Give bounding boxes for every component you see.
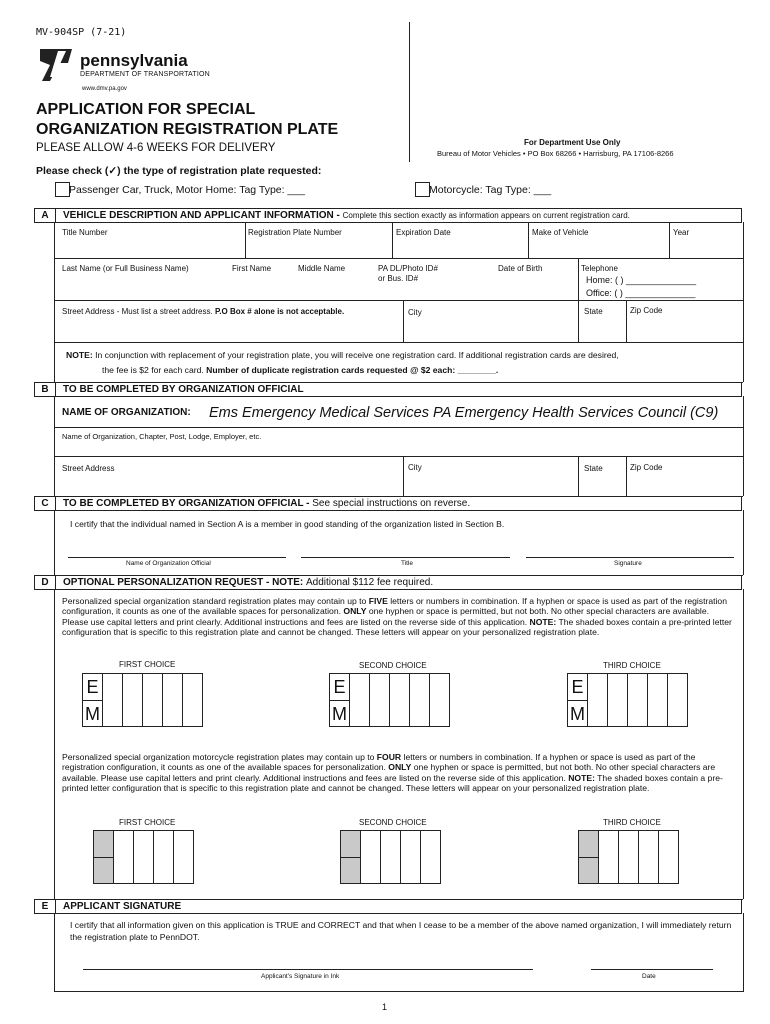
section-d-heading — [55, 575, 742, 590]
section-a-note: Complete this section exactly as information appears on current registration card. — [342, 211, 630, 220]
street-label-text: Street Address - Must list a street address. — [62, 307, 213, 316]
preprinted-letter-e: E — [330, 674, 349, 701]
section-c-title: TO BE COMPLETED BY ORGANIZATION OFFICIAL - — [63, 498, 310, 509]
plate-number-label: Registration Plate Number — [248, 228, 342, 237]
padl-label: PA DL/Photo ID# — [378, 264, 438, 273]
org-street-label: Street Address — [62, 464, 115, 473]
logo-name: pennsylvania — [80, 51, 188, 70]
passenger-option-label: Passenger Car, Truck, Motor Home: Tag Type: ___ — [69, 184, 305, 196]
title-number-label: Title Number — [62, 228, 108, 237]
last-name-label: Last Name (or Full Business Name) — [62, 264, 189, 273]
char-box[interactable] — [647, 673, 668, 727]
section-d-letter: D — [34, 575, 56, 590]
dob-label: Date of Birth — [498, 264, 543, 273]
official-name-label: Name of Organization Official — [126, 560, 211, 567]
preprinted-letters — [82, 673, 103, 727]
char-box[interactable] — [598, 830, 619, 884]
dept-use-title: For Department Use Only — [524, 138, 621, 147]
make-label: Make of Vehicle — [532, 228, 589, 237]
passenger-checkbox[interactable] — [55, 182, 70, 197]
moto-choice-label-3: THIRD CHOICE — [603, 818, 661, 827]
section-e-letter: E — [34, 899, 56, 914]
form-number: MV-904SP (7-21) — [36, 27, 127, 38]
shaded-boxes — [93, 830, 114, 884]
standard-plate-instructions: Personalized special organization standard registration plates may contain up to FIVE letters or numbers in combination. If a hyphen or space is used as part of the registration configuration, it counts as one of the available spaces for personalization. ONLY one hyphen or space is permitted, but not both. No other special characters are available. Please use capital letters and print clearly. Additional instructions and fees are listed on the reverse side of this application. NOTE: The shaded boxes contain a pre-printed letter configuration that is specific to this registration plate and cannot be changed. These letters will appear on your personalized registration plate. — [62, 596, 732, 638]
logo-dept: DEPARTMENT OF TRANSPORTATION — [80, 71, 210, 78]
org-city-label: City — [408, 463, 422, 472]
org-zip-label: Zip Code — [630, 463, 663, 472]
char-box[interactable] — [153, 830, 174, 884]
section-c-letter: C — [34, 496, 56, 511]
section-c-note: See special instructions on reverse. — [312, 498, 471, 509]
choice-label-1: FIRST CHOICE — [119, 660, 176, 669]
motorcycle-plate-instructions: Personalized special organization motorcycle registration plates may contain up to FOUR letters or numbers in combination. If a hyphen or space is used as part of the registration configuration, it counts as one of the available spaces for personalization. ONLY one hyphen or space is permitted, but not both. No other special characters are available. Please use capital letters and print clearly. Additional instructions and fees are listed on the reverse side of this application. NOTE: The shaded boxes contain a pre-printed letter configuration that is specific to this registration plate and cannot be changed. These letters will appear on your personalized registration plate. — [62, 752, 723, 794]
state-label: State — [584, 307, 603, 316]
official-title-label: Title — [401, 560, 414, 567]
org-value[interactable]: Ems Emergency Medical Services PA Emergency Health Services Council (C9) — [209, 405, 719, 421]
char-box[interactable] — [122, 673, 143, 727]
char-box[interactable] — [133, 830, 154, 884]
preprinted-letters — [329, 673, 350, 727]
city-label: City — [408, 308, 422, 317]
standard-choice-1-boxes[interactable] — [82, 673, 203, 727]
logo-url: www.dmv.pa.gov — [82, 86, 127, 92]
moto-choice-3-boxes[interactable] — [578, 830, 679, 884]
char-box[interactable] — [360, 830, 381, 884]
char-box[interactable] — [369, 673, 390, 727]
applicant-signature-label: Applicant's Signature in Ink — [261, 973, 340, 980]
char-box[interactable] — [349, 673, 370, 727]
char-box[interactable] — [627, 673, 648, 727]
preprinted-letter-m: M — [332, 704, 347, 724]
char-box[interactable] — [638, 830, 659, 884]
choice-label-3: THIRD CHOICE — [603, 661, 661, 670]
motorcycle-checkbox[interactable] — [415, 182, 430, 197]
note-bold: NOTE: — [66, 350, 93, 360]
char-box[interactable] — [380, 830, 401, 884]
dept-use-address: Bureau of Motor Vehicles • PO Box 68266 • Harrisburg, PA 17106-8266 — [437, 149, 674, 158]
home-phone-field[interactable]: Home: ( ) ______________ — [586, 275, 697, 285]
date-label: Date — [642, 973, 656, 980]
standard-choice-3-boxes[interactable] — [567, 673, 688, 727]
section-a-letter: A — [34, 208, 56, 223]
preprinted-letter-e: E — [568, 674, 587, 701]
char-box[interactable] — [162, 673, 183, 727]
check-prompt: Please check (✓) the type of registration plate requested: — [36, 165, 322, 177]
org-label: NAME OF ORGANIZATION: — [62, 407, 191, 418]
preprinted-letter-m: M — [85, 704, 100, 724]
shaded-boxes — [578, 830, 599, 884]
official-signature-label: Signature — [614, 560, 642, 567]
char-box[interactable] — [667, 673, 688, 727]
street-label-bold: P.O Box # alone is not acceptable. — [214, 307, 345, 316]
preprinted-letters — [567, 673, 588, 727]
section-d-title: OPTIONAL PERSONALIZATION REQUEST - NOTE: — [63, 577, 304, 588]
char-box[interactable] — [420, 830, 441, 884]
note-line2-bold: Number of duplicate registration cards requested @ $2 each: ________. — [206, 365, 499, 375]
street-label — [62, 308, 344, 316]
telephone-label: Telephone — [581, 264, 618, 273]
office-phone-field[interactable]: Office: ( ) ______________ — [586, 288, 696, 298]
char-box[interactable] — [102, 673, 123, 727]
year-label: Year — [673, 228, 690, 237]
allow-text: PLEASE ALLOW 4-6 WEEKS FOR DELIVERY — [36, 142, 276, 154]
middle-name-label: Middle Name — [298, 264, 346, 273]
section-a-heading — [55, 208, 742, 223]
page-number: 1 — [382, 1002, 388, 1012]
note-line2-text: the fee is $2 for each card. — [102, 365, 204, 375]
note-line1 — [66, 351, 619, 360]
char-box[interactable] — [429, 673, 450, 727]
char-box[interactable] — [409, 673, 430, 727]
keystone-logo-icon — [36, 47, 76, 83]
char-box[interactable] — [607, 673, 628, 727]
char-box[interactable] — [142, 673, 163, 727]
moto-choice-1-boxes[interactable] — [93, 830, 194, 884]
char-box[interactable] — [618, 830, 639, 884]
moto-choice-label-2: SECOND CHOICE — [359, 818, 427, 827]
title-line1: APPLICATION FOR SPECIAL — [36, 101, 256, 118]
moto-choice-label-1: FIRST CHOICE — [119, 818, 176, 827]
preprinted-letter-m: M — [570, 704, 585, 724]
section-e-title: APPLICANT SIGNATURE — [63, 901, 182, 912]
char-box[interactable] — [182, 673, 203, 727]
title-line2: ORGANIZATION REGISTRATION PLATE — [36, 121, 339, 138]
char-box[interactable] — [389, 673, 410, 727]
choice-label-2: SECOND CHOICE — [359, 661, 427, 670]
note-line2 — [102, 366, 498, 375]
org-sub-label: Name of Organization, Chapter, Post, Lodge, Employer, etc. — [62, 432, 262, 441]
first-name-label: First Name — [232, 264, 272, 273]
busid-label: or Bus. ID# — [378, 274, 419, 283]
char-box[interactable] — [173, 830, 194, 884]
org-state-label: State — [584, 464, 603, 473]
char-box[interactable] — [113, 830, 134, 884]
section-b-letter: B — [34, 382, 56, 397]
char-box[interactable] — [587, 673, 608, 727]
shaded-boxes — [340, 830, 361, 884]
section-d-note: Additional $112 fee required. — [305, 577, 434, 588]
note-text: In conjunction with replacement of your registration plate, you will receive one registration card. If additional registration cards are desired, — [95, 350, 619, 360]
header-divider — [409, 22, 410, 162]
standard-choice-2-boxes[interactable] — [329, 673, 450, 727]
char-box[interactable] — [400, 830, 421, 884]
char-box[interactable] — [658, 830, 679, 884]
section-b-heading — [55, 382, 742, 397]
section-e-certify: I certify that all information given on this application is TRUE and CORRECT and that when I cease to be a member of the above named organization, I will immediately return the registration plate to PennDOT. — [70, 920, 732, 942]
section-a-title: VEHICLE DESCRIPTION AND APPLICANT INFORMATION - — [63, 210, 340, 221]
preprinted-letter-e: E — [83, 674, 102, 701]
moto-choice-2-boxes[interactable] — [340, 830, 441, 884]
section-b-title: TO BE COMPLETED BY ORGANIZATION OFFICIAL — [63, 384, 304, 395]
section-c-certify: I certify that the individual named in Section A is a member in good standing of the organization listed in Section B. — [70, 519, 505, 529]
section-c-heading — [55, 496, 742, 511]
expiration-label: Expiration Date — [396, 228, 451, 237]
zip-label: Zip Code — [630, 306, 663, 315]
motorcycle-option-label: Motorcycle: Tag Type: ___ — [429, 184, 552, 196]
section-e-heading — [55, 899, 742, 914]
